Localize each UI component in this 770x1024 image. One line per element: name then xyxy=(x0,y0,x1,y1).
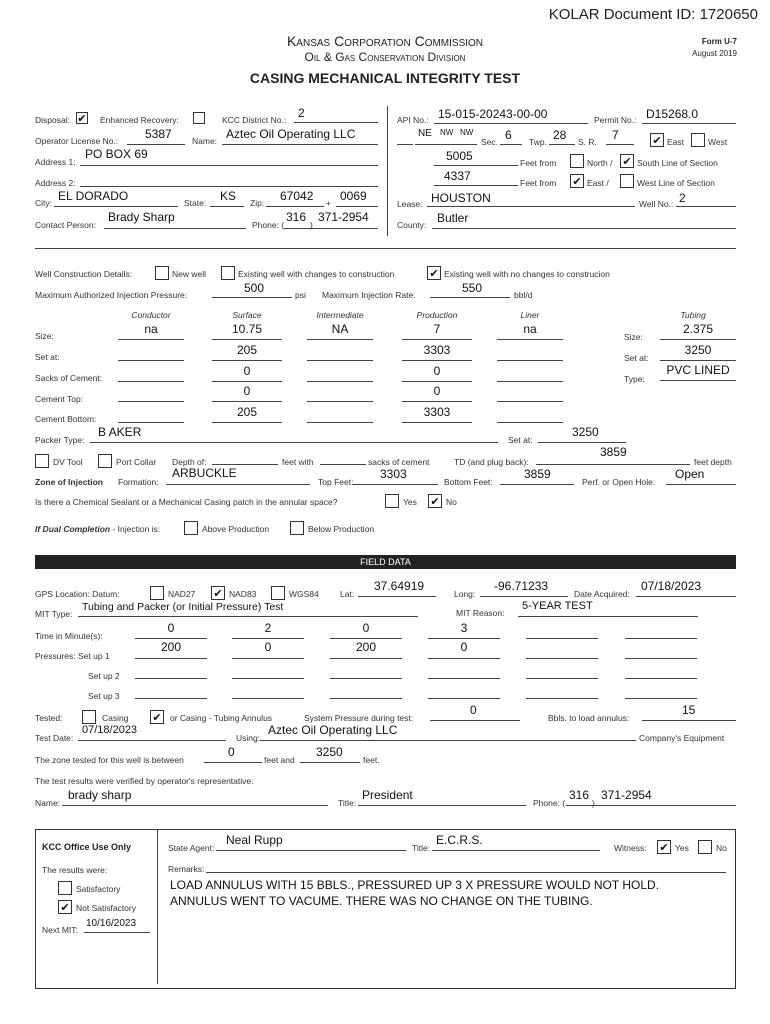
using-value: Aztec Oil Operating LLC xyxy=(268,723,398,737)
zone-from-value: 0 xyxy=(228,745,235,759)
grid-underline xyxy=(625,658,697,659)
phone-close: ) xyxy=(310,220,313,230)
grid-underline xyxy=(625,638,697,639)
sacks-cement-label: sacks of cement xyxy=(368,457,430,467)
existing-nochanges-label: Existing well with no changes to construcion xyxy=(444,269,610,279)
contact-label: Contact Person: xyxy=(35,220,96,230)
wgs84-label: WGS84 xyxy=(289,589,319,599)
rep-name-label: Name: xyxy=(35,798,61,808)
time-4: 3 xyxy=(460,621,468,635)
form-number: Form U-7 xyxy=(701,37,737,46)
mit-type-label: MIT Type: xyxy=(35,609,73,619)
dv-tool-checkbox[interactable] xyxy=(35,454,49,468)
city-label: City: xyxy=(35,198,52,208)
above-production-label: Above Production xyxy=(202,524,270,534)
operator-license-value: 5387 xyxy=(145,127,172,141)
range-value: 7 xyxy=(612,128,619,142)
packer-set-label: Set at: xyxy=(508,435,533,445)
api-value: 15-015-20243-00-00 xyxy=(438,107,548,121)
col-intermediate: Intermediate xyxy=(316,310,364,320)
well-no-label: Well No.: xyxy=(639,199,674,209)
nad27-checkbox[interactable] xyxy=(150,586,164,600)
mit-reason-label: MIT Reason: xyxy=(456,608,505,618)
tubing-size-label: Size: xyxy=(624,332,643,342)
sealant-yes-checkbox[interactable] xyxy=(385,494,399,508)
feet-ns-value: 5005 xyxy=(446,149,473,163)
south-label: South Line of Section xyxy=(637,158,718,168)
grid-underline xyxy=(330,678,402,679)
col-surface: Surface xyxy=(232,310,262,320)
casing-checkbox[interactable] xyxy=(82,710,96,724)
contact-value: Brady Sharp xyxy=(108,210,175,224)
test-date-label: Test Date: xyxy=(35,733,74,743)
grid-underline xyxy=(232,638,304,639)
sealant-no-checkbox[interactable]: ✔ xyxy=(428,494,442,508)
system-pressure-value: 0 xyxy=(470,703,477,717)
grid-underline xyxy=(625,678,697,679)
feet-with-label: feet with xyxy=(282,457,314,467)
td-label: TD (and plug back): xyxy=(454,457,529,467)
row-sacks-label: Sacks of Cement: xyxy=(35,373,103,383)
results-label: The results were: xyxy=(42,865,108,875)
production-set-at: 3303 xyxy=(423,343,451,357)
witness-yes-label: Yes xyxy=(675,843,689,853)
formation-label: Formation: xyxy=(118,477,159,487)
next-mit-label: Next MIT: xyxy=(42,925,78,935)
surface-cement-top: 0 xyxy=(243,384,251,398)
tubing-size-value: 2.375 xyxy=(682,322,714,336)
district-value: 2 xyxy=(298,106,305,120)
time-2: 2 xyxy=(264,621,272,635)
grid-underline xyxy=(625,698,697,699)
packer-value: B AKER xyxy=(98,425,142,439)
north-checkbox[interactable] xyxy=(570,154,584,168)
satisfactory-checkbox[interactable] xyxy=(58,881,72,895)
address1-label: Address 1: xyxy=(35,157,76,167)
packer-label: Packer Type: xyxy=(35,435,85,445)
quarter2-value: NW xyxy=(440,128,454,137)
bottom-feet-value: 3859 xyxy=(524,467,551,481)
grid-underline xyxy=(330,638,402,639)
rep-phone-label: Phone: ( xyxy=(533,798,566,808)
kcc-title-label: Title: xyxy=(412,843,431,853)
lat-label: Lat: xyxy=(340,589,355,599)
surface-sacks: 0 xyxy=(243,364,251,378)
sec-value: 6 xyxy=(505,128,512,142)
intermediate-size: NA xyxy=(331,322,349,336)
grid-underline xyxy=(135,658,207,659)
east-label: East xyxy=(667,137,685,147)
packer-set-value: 3250 xyxy=(572,425,599,439)
lease-label: Lease: xyxy=(397,199,423,209)
enhanced-recovery-label: Enhanced Recovery: xyxy=(100,115,179,125)
liner-size: na xyxy=(523,322,537,336)
tested-label: Tested: xyxy=(35,713,63,723)
test-date-value: 07/18/2023 xyxy=(82,724,138,736)
phone-value: 371-2954 xyxy=(318,210,369,224)
using-label: Using: xyxy=(236,733,261,743)
perf-value: Open xyxy=(675,467,705,481)
grid-underline xyxy=(232,698,304,699)
bottom-feet-label: Bottom Feet: xyxy=(444,477,493,487)
grid-underline xyxy=(135,638,207,639)
conductor-size: na xyxy=(144,322,158,336)
document-id: KOLAR Document ID: 1720650 xyxy=(548,6,758,23)
api-label: API No.: xyxy=(397,115,429,125)
zone-injection-label: Zone of Injection xyxy=(35,477,103,487)
existing-nochanges-checkbox[interactable]: ✔ xyxy=(427,266,441,280)
grid-underline xyxy=(330,698,402,699)
zone-to-value: 3250 xyxy=(316,745,343,759)
address1-value: PO BOX 69 xyxy=(85,147,148,161)
city-value: EL DORADO xyxy=(58,189,129,203)
witness-label: Witness: xyxy=(614,843,647,853)
setup3-label: Set up 3 xyxy=(88,691,120,701)
company-equipment-label: Company's Equipment xyxy=(639,733,725,743)
rep-title-label: Title: xyxy=(338,798,357,808)
rep-phone-value: 371-2954 xyxy=(601,788,652,802)
lat-value: 37.64919 xyxy=(374,579,425,593)
grid-underline xyxy=(330,658,402,659)
nad83-label: NAD83 xyxy=(229,589,257,599)
wgs84-checkbox[interactable] xyxy=(271,586,285,600)
feet-ew-value: 4337 xyxy=(444,169,471,183)
mit-type-value: Tubing and Packer (or Initial Pressure) Test xyxy=(82,601,284,613)
district-label: KCC District No.: xyxy=(222,115,287,125)
kcc-office-box xyxy=(35,829,736,989)
pressures-setup1-label: Pressures: Set up 1 xyxy=(35,651,110,661)
col-liner: Liner xyxy=(520,310,540,320)
east2-label: East / xyxy=(587,178,609,188)
twp-label: Twp. xyxy=(529,137,547,147)
construction-label: Well Construction Details: xyxy=(35,269,133,279)
nad27-label: NAD27 xyxy=(168,589,196,599)
top-feet-value: 3303 xyxy=(380,467,407,481)
feet-and-label: feet and xyxy=(264,755,295,765)
new-well-checkbox[interactable] xyxy=(155,266,169,280)
perf-label: Perf. or Open Hole: xyxy=(582,477,656,487)
dv-tool-label: DV Tool xyxy=(53,457,83,467)
lease-value: HOUSTON xyxy=(431,191,491,205)
dual-completion-label: If Dual Completion - Injection is: xyxy=(35,524,161,534)
tubing-type-value: PVC LINED xyxy=(666,363,730,377)
state-label: State: xyxy=(184,198,207,208)
production-sacks: 0 xyxy=(433,364,441,378)
long-label: Long: xyxy=(454,589,476,599)
grid-underline xyxy=(526,658,598,659)
bbld-label: bbl/d xyxy=(514,290,533,300)
grid-underline xyxy=(135,678,207,679)
kcc-title-value: E.C.R.S. xyxy=(436,833,483,847)
kcc-office-label: KCC Office Use Only xyxy=(42,842,132,852)
date-acquired-label: Date Acquired: xyxy=(574,589,630,599)
disposal-label: Disposal: xyxy=(35,115,70,125)
surface-set-at: 205 xyxy=(236,343,258,357)
above-production-checkbox[interactable] xyxy=(184,521,198,535)
new-well-label: New well xyxy=(172,269,207,279)
production-cement-top: 0 xyxy=(433,384,441,398)
col-conductor: Conductor xyxy=(131,310,171,320)
grid-underline xyxy=(428,658,500,659)
twp-value: 28 xyxy=(553,128,567,142)
gps-label: GPS Location: Datum: xyxy=(35,589,120,599)
feet-depth-label: feet depth xyxy=(694,457,732,467)
col-tubing: Tubing xyxy=(680,310,706,320)
feet-from-label-1: Feet from xyxy=(520,158,557,168)
rep-name-value: brady sharp xyxy=(68,788,132,802)
td-value: 3859 xyxy=(600,445,627,459)
sealant-yes-label: Yes xyxy=(403,497,417,507)
form-date: August 2019 xyxy=(692,49,737,58)
state-agent-label: State Agent: xyxy=(168,843,215,853)
port-collar-label: Port Collar xyxy=(116,457,157,467)
long-value: -96.71233 xyxy=(494,579,549,593)
agency-name: Kansas Corporation Commission xyxy=(286,33,484,49)
time-1: 0 xyxy=(167,621,175,635)
page-title: CASING MECHANICAL INTEGRITY TEST xyxy=(249,70,521,86)
verified-label: The test results were verified by operator's representative: xyxy=(35,776,254,786)
casing-tubing-checkbox[interactable]: ✔ xyxy=(150,710,164,724)
setup2-label: Set up 2 xyxy=(88,671,120,681)
zip-plus: + xyxy=(326,198,331,208)
max-pressure-label: Maximum Authorized Injection Pressure: xyxy=(35,290,188,300)
zip4-value: 0069 xyxy=(340,189,367,203)
row-set-at-label: Set at: xyxy=(35,352,60,362)
north-label: North / xyxy=(587,158,613,168)
setup1-4: 0 xyxy=(460,640,468,654)
division-name: Oil & Gas Conservation Division xyxy=(304,50,466,64)
feet-label: feet. xyxy=(363,755,380,765)
tubing-set-label: Set at: xyxy=(624,353,649,363)
remarks-line-1: LOAD ANNULUS WITH 15 BBLS., PRESSURED UP 3 X PRESSURE WOULD NOT HOLD. xyxy=(170,878,660,892)
top-feet-label: Top Feet: xyxy=(318,477,354,487)
rep-phone-close: ) xyxy=(592,798,595,808)
rep-phone-area: 316 xyxy=(569,788,590,802)
witness-no-label: No xyxy=(716,843,727,853)
feet-from-label-2: Feet from xyxy=(520,178,557,188)
grid-underline xyxy=(428,638,500,639)
surface-size: 10.75 xyxy=(231,322,263,336)
system-pressure-label: System Pressure during test: xyxy=(304,713,414,723)
existing-changes-label: Existing well with changes to construction xyxy=(238,269,395,279)
enhanced-recovery-checkbox[interactable] xyxy=(193,112,205,124)
west-checkbox[interactable] xyxy=(691,133,705,147)
operator-name-label: Name: xyxy=(192,136,218,146)
field-data-bar: FIELD DATA xyxy=(35,555,736,569)
mit-reason-value: 5-YEAR TEST xyxy=(522,600,593,612)
max-pressure-value: 500 xyxy=(244,281,265,295)
rep-title-value: President xyxy=(362,788,413,802)
range-label: S. R. xyxy=(578,137,597,147)
state-value: KS xyxy=(220,189,237,203)
disposal-checkbox[interactable]: ✔ xyxy=(77,113,87,125)
production-cement-bottom: 3303 xyxy=(423,405,451,419)
quarter3-value: NW xyxy=(460,128,474,137)
satisfactory-label: Satisfactory xyxy=(76,884,121,894)
bbls-label: Bbls. to load annulus: xyxy=(548,713,630,723)
witness-yes-checkbox[interactable]: ✔ xyxy=(657,840,671,854)
existing-changes-checkbox[interactable] xyxy=(221,266,235,280)
sealant-question: Is there a Chemical Sealant or a Mechanical Casing patch in the annular space? xyxy=(35,497,338,507)
grid-underline xyxy=(428,678,500,679)
county-value: Butler xyxy=(437,211,469,225)
south-checkbox[interactable]: ✔ xyxy=(620,154,634,168)
surface-cement-bottom: 205 xyxy=(236,405,258,419)
grid-underline xyxy=(526,678,598,679)
row-size-label: Size: xyxy=(35,331,54,341)
zone-tested-label: The zone tested for this well is between xyxy=(35,755,184,765)
east2-checkbox[interactable]: ✔ xyxy=(570,174,584,188)
remarks-line-2: ANNULUS WENT TO VACUME. THERE WAS NO CHANGE ON THE TUBING. xyxy=(170,894,593,908)
permit-value: D15268.0 xyxy=(646,107,699,121)
row-cement-top-label: Cement Top: xyxy=(35,394,84,404)
not-satisfactory-label: Not Satisfactory xyxy=(76,903,136,913)
sealant-no-label: No xyxy=(446,497,457,507)
witness-no-checkbox[interactable] xyxy=(698,840,712,854)
west2-checkbox[interactable] xyxy=(620,174,634,188)
bbls-value: 15 xyxy=(682,703,696,717)
grid-underline xyxy=(232,658,304,659)
max-rate-value: 550 xyxy=(462,281,483,295)
east-checkbox[interactable]: ✔ xyxy=(650,133,664,147)
time-3: 0 xyxy=(362,621,370,635)
operator-name-value: Aztec Oil Operating LLC xyxy=(226,127,356,141)
remarks-label: Remarks: xyxy=(168,864,205,874)
permit-label: Permit No.: xyxy=(594,115,637,125)
setup1-1: 200 xyxy=(160,640,182,654)
production-size: 7 xyxy=(433,322,441,336)
tubing-set-value: 3250 xyxy=(684,343,712,357)
operator-license-label: Operator License No.: xyxy=(35,136,119,146)
grid-underline xyxy=(526,638,598,639)
date-acquired-value: 07/18/2023 xyxy=(641,579,702,593)
below-production-checkbox[interactable] xyxy=(290,521,304,535)
formation-value: ARBUCKLE xyxy=(172,466,237,480)
depth-of-label: Depth of: xyxy=(172,457,207,467)
tubing-type-label: Type: xyxy=(624,374,645,384)
next-mit-value: 10/16/2023 xyxy=(86,918,137,929)
setup1-3: 200 xyxy=(355,640,377,654)
grid-underline xyxy=(526,698,598,699)
grid-underline xyxy=(135,698,207,699)
psi-label: psi xyxy=(295,290,306,300)
nad83-checkbox[interactable]: ✔ xyxy=(211,586,225,600)
quarter1-value: NE xyxy=(418,128,432,139)
county-label: County: xyxy=(397,220,427,230)
grid-underline xyxy=(428,698,500,699)
phone-label: Phone: ( xyxy=(252,220,285,230)
zip-value: 67042 xyxy=(280,189,314,203)
time-label: Time in Minute(s): xyxy=(35,631,103,641)
zip-label: Zip: xyxy=(250,198,265,208)
below-production-label: Below Production xyxy=(308,524,375,534)
west2-label: West Line of Section xyxy=(637,178,715,188)
address2-label: Address 2: xyxy=(35,178,76,188)
grid-underline xyxy=(232,678,304,679)
setup1-2: 0 xyxy=(264,640,272,654)
row-cement-bottom-label: Cement Bottom: xyxy=(35,414,97,424)
not-satisfactory-checkbox[interactable]: ✔ xyxy=(58,900,72,914)
west-label: West xyxy=(708,137,728,147)
max-rate-label: Maximum Injection Rate: xyxy=(322,290,416,300)
sec-label: Sec. xyxy=(481,137,499,147)
col-production: Production xyxy=(416,310,458,320)
port-collar-checkbox[interactable] xyxy=(98,454,112,468)
casing-label: Casing xyxy=(102,713,129,723)
phone-area: 316 xyxy=(286,210,307,224)
state-agent-value: Neal Rupp xyxy=(226,833,283,847)
well-no-value: 2 xyxy=(679,191,686,205)
casing-tubing-label: or Casing - Tubing Annulus xyxy=(170,713,273,723)
